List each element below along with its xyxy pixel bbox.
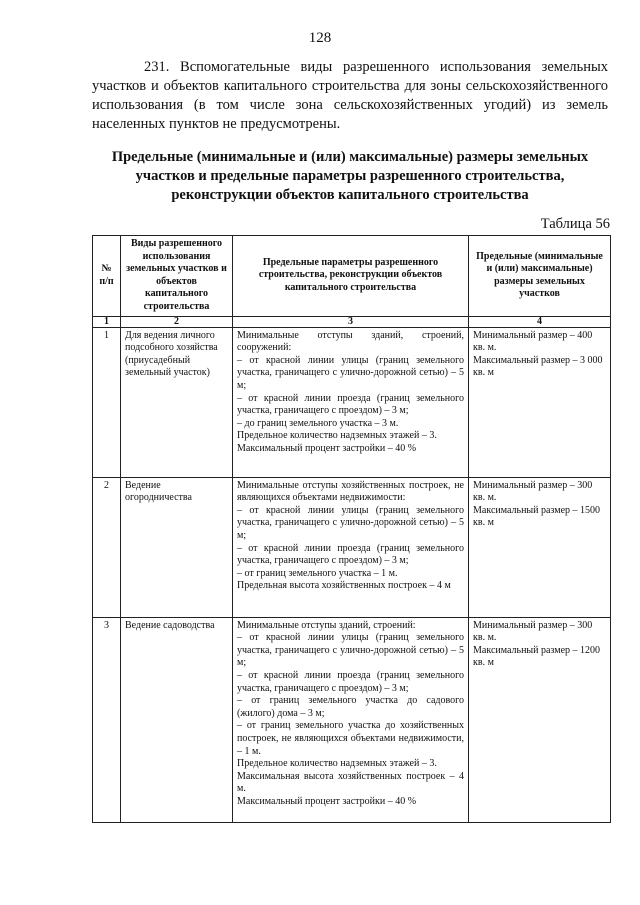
row-number: 3 (93, 617, 121, 822)
row-number: 2 (93, 477, 121, 617)
row-sizes (469, 477, 611, 617)
param-line: – от красной линии улицы (границ земельного участка, граничащего с улично-дорожной сетью) – 5 м; (237, 504, 464, 541)
row-params (233, 617, 469, 822)
row-params (233, 477, 469, 617)
param-line: – от красной линии проезда (границ земельного участка, граничащего с проездом) – 3 м; (237, 542, 464, 567)
row-type: Ведение огородничества (121, 477, 233, 617)
header-types: Виды разрешенного использования земельных участков и объектов капитального строительства (121, 236, 233, 317)
param-line: Минимальные отступы зданий, строений: (237, 619, 416, 631)
param-line: – от красной линии улицы (границ земельного участка, граничащего с улично-дорожной сетью) – 5 м; (237, 354, 464, 391)
row-type: Для ведения личного подсобного хозяйства (приусадебный земельный участок) (121, 327, 233, 477)
col-number: 4 (469, 316, 611, 327)
row-number: 1 (93, 327, 121, 477)
size-line: Максимальный размер – 3 000 кв. м (473, 354, 603, 379)
param-line: Минимальные отступы хозяйственных построек, не являющихся объектами недвижимости: (237, 479, 464, 504)
page-number: 128 (308, 30, 332, 46)
param-line: Минимальные отступы зданий, строений, сооружений: (237, 329, 464, 354)
param-line: Предельное количество надземных этажей – 3. (237, 430, 437, 442)
param-line: Максимальный процент застройки – 40 % (237, 795, 417, 807)
param-line: Максимальная высота хозяйственных построек – 4 м. (237, 770, 464, 795)
param-line: – от границ земельного участка – 1 м. (237, 567, 398, 579)
size-line: Максимальный размер – 1200 кв. м (473, 644, 601, 669)
header-params: Предельные параметры разрешенного строительства, реконструкции объектов капитального строительства (233, 236, 469, 317)
column-numbers-row (93, 316, 611, 327)
table-heading: Предельные (минимальные и (или) максимальные) размеры земельных участков и предельные параметры разрешенного строительства, реконструкции объектов капитального строительства (111, 149, 589, 203)
col-number: 1 (93, 316, 121, 327)
header-sizes: Предельные (минимальные и (или) максимальные) размеры земельных участков (469, 236, 611, 317)
size-line: Минимальный размер – 400 кв. м. (473, 329, 593, 354)
param-line: – до границ земельного участка – 3 м. (237, 417, 399, 429)
row-sizes (469, 617, 611, 822)
table-caption: Таблица 56 (540, 216, 610, 232)
col-number: 3 (233, 316, 469, 327)
table-row (93, 327, 611, 477)
paragraph-231: 231. Вспомогательные виды разрешенного использования земельных участков и объектов капитального строительства для зоны сельскохозяйственного использования (в том числе зона сельскохозяйственных угодий) из земель населенных пунктов не предусмотрены. (92, 59, 608, 132)
parameters-table (92, 235, 611, 823)
param-line: – от границ земельного участка до хозяйственных построек, не являющихся объектами недвижимости, – 1 м. (237, 720, 464, 757)
param-line: Предельное количество надземных этажей – 3. (237, 758, 437, 770)
param-line: Предельная высота хозяйственных построек – 4 м (237, 580, 451, 592)
row-params (233, 327, 469, 477)
table-row (93, 617, 611, 822)
header-num: № п/п (93, 236, 121, 317)
size-line: Минимальный размер – 300 кв. м. (473, 619, 593, 644)
param-line: – от красной линии улицы (границ земельного участка, граничащего с улично-дорожной сетью) – 5 м; (237, 632, 464, 669)
size-line: Минимальный размер – 300 кв. м. (473, 479, 593, 504)
header-row (93, 236, 611, 317)
row-sizes (469, 327, 611, 477)
size-line: Максимальный размер – 1500 кв. м (473, 504, 601, 529)
table-row (93, 477, 611, 617)
param-line: Максимальный процент застройки – 40 % (237, 442, 417, 454)
param-line: – от границ земельного участка до садового (жилого) дома – 3 м; (237, 695, 464, 719)
col-number: 2 (121, 316, 233, 327)
param-line: – от красной линии проезда (границ земельного участка, граничащего с проездом) – 3 м; (237, 669, 464, 694)
param-line: – от красной линии проезда (границ земельного участка, граничащего с проездом) – 3 м; (237, 392, 464, 417)
row-type: Ведение садоводства (121, 617, 233, 822)
